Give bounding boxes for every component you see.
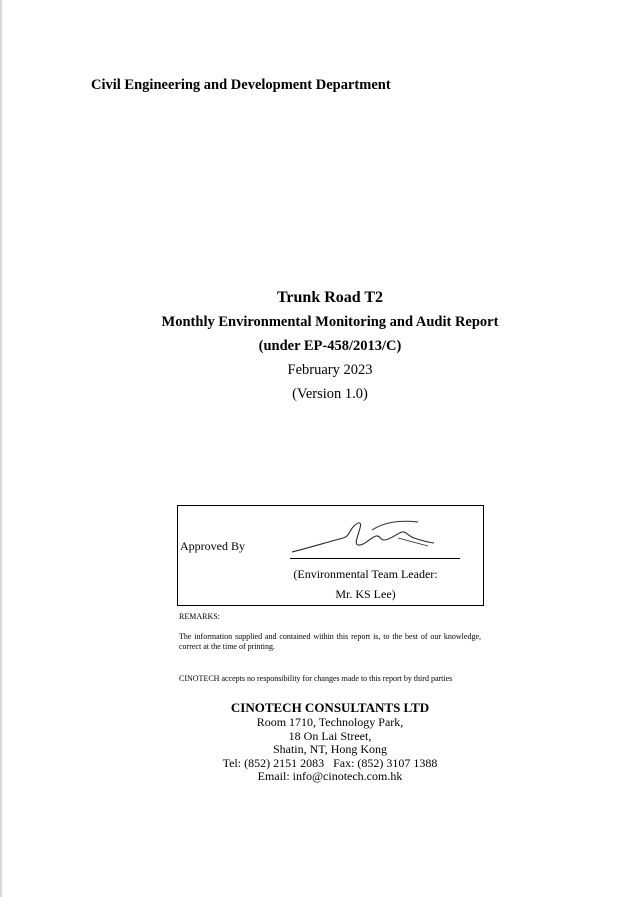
disclaimer-text: CINOTECH accepts no responsibility for changes made to this report by third parties [179, 674, 453, 683]
report-version: (Version 1.0) [292, 386, 368, 402]
report-period: February 2023 [287, 362, 373, 378]
remarks-text: The information supplied and contained within this report is, to the best of our knowledge, correct at the time of printing. [179, 632, 481, 651]
permit-number: (under EP-458/2013/C) [258, 338, 402, 354]
leader-role: (Environmental Team Leader: [293, 567, 438, 581]
approval-box [177, 505, 484, 606]
leader-name: Mr. KS Lee) [335, 587, 396, 601]
signature-line [290, 558, 460, 559]
remarks-heading: REMARKS: [179, 612, 220, 621]
company-address-2: 18 On Lai Street, [288, 728, 372, 743]
company-address-1: Room 1710, Technology Park, [256, 715, 404, 729]
company-tel-fax: Tel: (852) 2151 2083 Fax: (852) 3107 1388 [222, 755, 438, 770]
report-title: Monthly Environmental Monitoring and Audit Report [161, 314, 499, 330]
department-heading: Civil Engineering and Development Department [91, 77, 391, 93]
company-address-3: Shatin, NT, Hong Kong [272, 742, 388, 756]
company-name: CINOTECH CONSULTANTS LTD [230, 700, 430, 715]
title-block [0, 289, 635, 409]
approved-by-label: Approved By [180, 539, 245, 553]
signature-image [288, 512, 438, 560]
project-title: Trunk Road T2 [276, 289, 384, 306]
company-block [0, 700, 635, 784]
company-email: Email: info@cinotech.com.hk [257, 769, 403, 783]
